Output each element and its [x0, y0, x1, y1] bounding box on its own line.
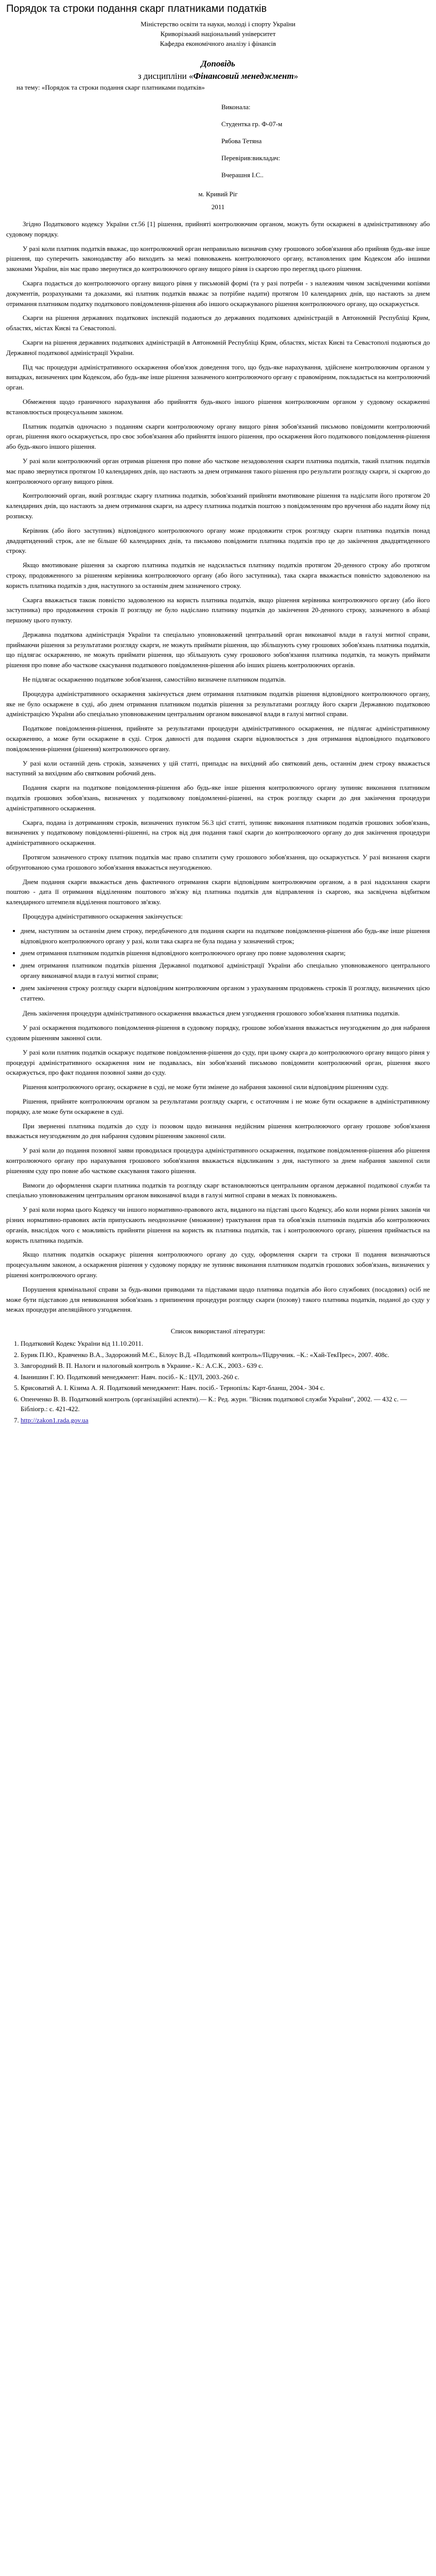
document-body: [6, 219, 430, 1315]
reference-link[interactable]: http://zakon1.rada.gov.ua: [21, 1416, 89, 1424]
paragraph: У разі оскарження податкового повідомлення-рішення в судовому порядку, грошове зобов'язання вважається неузгодженим до дня набрання судовим рішенням законної сили.: [6, 1024, 430, 1042]
paragraph: Скарга подається до контролюючого органу вищого рівня у письмовій формі (та у разі потреби - з належним чином засвідченими копіями документів, розрахунками та доказами, які платник податків вважає за потрібне надати) протягом 10 календарних днів, що настають за днем отримання платником податку податкового повідомлення-рішення або іншого оскаржуваного рішення контролюючого органу, що оскаржується.: [6, 279, 430, 308]
paragraph: Процедура адміністративного оскарження закінчується днем отримання платником податків рішення відповідного контролюючого органу, яке не було оскаржене в суді, або днем отримання платником податків рішення за результатами розгляду його скарги Державною податковою адміністрацією України або спеціально уповноваженим центральним органом виконавчої влади в галузі митної справи.: [6, 689, 430, 718]
paragraph: Контролюючий орган, який розглядає скаргу платника податків, зобов'язаний прийняти вмотивоване рішення та надіслати його протягом 20 календарних днів, що настають за днем отримання скарги, на адресу платника податків поштою з повідомленням про вручення або надати йому під розписку.: [6, 492, 430, 520]
city-year: [6, 189, 430, 212]
department-line: Кафедра економічного аналізу і фінансів: [160, 40, 276, 47]
list-item: • днем отримання платником податків рішення Державної податкової адміністрації України або спеціально уповноваженого центрального органу виконавчої влади в галузі митної справи;: [21, 960, 430, 981]
paragraph: У разі коли платник податків оскаржує податкове повідомлення-рішення до суду, при цьому скарга до контролюючого органу вищого рівня у процедурі адміністративного оскарження ним не подавалась, він зобов'язаний письмово повідомити контролюючий орган, рішення якого оскаржується, про факт подання позовної заяви до суду.: [6, 1048, 430, 1077]
paragraph: У разі коли платник податків вважає, що контролюючий орган неправильно визначив суму грошового зобов'язання або прийняв будь-яке інше рішення, що суперечить законодавству або виходить за межі повноважень контролюючого органу, встановлених цим Кодексом або іншими законами України, він має право звернутися до контролюючого органу вищого рівня із скаргою про перегляд цього рішення.: [6, 244, 430, 273]
student-name: Рябова Тетяна: [221, 137, 262, 145]
reference-item: 4. Іванишин Г. Ю. Податковий менеджмент: Навч. посіб.- К.: ЦУЛ, 2003.-260 с.: [21, 1372, 430, 1382]
paragraph: Вимоги до оформлення скарги платника податків та розгляду скарг встановлюються центральним органом державної податкової служби та спеціально уповноваженим центральним органом виконавчої влади в галузі митної справи в межах їх повноважень.: [6, 1181, 430, 1199]
reference-item: 2. Бурик П.Ю., Кравченко В.А., Задорожний М.Є., Білоус В.Д. «Податковий контроль»/Підручник. –К.: «Хай-ТекПрес», 2007. 408с.: [21, 1350, 430, 1360]
paragraph: У разі коли норма цього Кодексу чи іншого нормативно-правового акта, виданого на підставі цього Кодексу, або коли норми різних законів чи різних нормативно-правових актів припускають неоднозначне (множинне) трактування прав та обов'язків платників податків або контролюючих органів, внаслідок чого є можливість прийняти рішення на користь як платника податків, так і контролюючого органу, рішення приймається на користь платника податків.: [6, 1206, 430, 1244]
paragraph: Протягом зазначеного строку платник податків має право сплатити суму грошового зобов'язання, що оскаржується. У разі визнання скарги обґрунтованою сума грошового зобов'язання вважається неузгодженою.: [6, 853, 430, 871]
subject-name: Фінансовий менеджмент: [193, 71, 294, 81]
paragraph: Подання скарги на податкове повідомлення-рішення або будь-яке інше рішення контролюючого органу зупиняє виконання платником податків грошових зобов'язань, визначених у податковому повідомленні-рішенні, на строк розгляду скарги до дня закінчення процедури адміністративного оскарження.: [6, 784, 430, 812]
reference-item: 3. Завгородний В. П. Налоги и налоговый контроль в Украине.- К.: А.С.К., 2003.- 639 с.: [21, 1361, 430, 1371]
references-list: [6, 1338, 430, 1425]
paragraph: Скарги на рішення державних податкових адміністрацій в Автономній Республіці Крим, областях, містах Києві та Севастополі подаються до Державної податкової адміністрації України.: [6, 338, 430, 357]
paragraph: Днем подання скарги вважається день фактичного отримання скарги відповідним контролюючим органом, а в разі надсилання скарги поштою - дата її отримання відділенням поштового зв'язку від платника податків для відправлення із скаргою, яка засвідчена відбитком календарного штемпеля відділення поштового зв'язку.: [6, 877, 430, 906]
reference-item: 6. Опенченко В. В. Податковий контроль (організаційні аспекти).— К.: Ред. журн. "Вісник податкової служби України", 2002. — 432 с. — Бібліогр.: с. 421-422.: [21, 1394, 430, 1414]
reference-item: [21, 1415, 430, 1426]
reference-item: 5. Крисоватий А. І. Кізима А. Я. Податковий менеджмент: Навч. посіб.- Тернопіль: Карт-бланш, 2004.- 304 с.: [21, 1383, 430, 1393]
year: 2011: [211, 203, 225, 211]
checked-label: Перевірив:викладач:: [221, 154, 281, 162]
university-line: Криворізький національний університет: [160, 30, 276, 38]
paragraph: Порушення кримінальної справи за будь-якими приводами та підставами щодо платника податків або його службових (посадових) осіб не може бути підставою для невиконання зобов'язань з припинення процедури розгляду скарги (позову) такого платника податків, поданої до суду у межах процедури апеляційного узгодження.: [6, 1285, 430, 1314]
paragraph: Скарга вважається також повністю задоволеною на користь платника податків, якщо рішення керівника контролюючого органу (або його заступника) про продовження строків її розгляду не було надіслано платнику податків до закінчення 20-денного строку, зазначеного в абзаці першому цього пункту.: [6, 596, 430, 624]
paragraph: День закінчення процедури адміністративного оскарження вважається днем узгодження грошового зобов'язання платника податків.: [23, 1009, 400, 1018]
student-group: Студентка гр. Ф-07-м: [221, 120, 283, 128]
teacher-name: Вчерашня І.С..: [221, 171, 264, 179]
paragraph: Процедура адміністративного оскарження закінчується:: [23, 912, 183, 921]
paragraph: Якщо платник податків оскаржує рішення контролюючого органу до суду, оформлення скарги та строки її подання визначаються процесуальним законом, а оскарження рішення у судовому порядку не зупиняє виконання платником податків грошових зобов'язань, визначених у рішенні контролюючого органу.: [6, 1250, 430, 1279]
subject-suffix: »: [293, 71, 299, 81]
page-title: Порядок та строки подання скарг платниками податків: [6, 3, 267, 14]
list-item: • днем закінчення строку розгляду скарги відповідним контролюючим органом з урахуванням продовжень строків її розгляду, визначених цією статтею.: [21, 983, 430, 1004]
reference-item: 1. Податковий Кодекс України від 11.10.2011.: [21, 1338, 430, 1349]
signature-block: [221, 102, 430, 180]
paragraph: Рішення контролюючого органу, оскаржене в суді, не може бути змінене до набрання законної сили відповідним рішенням суду.: [23, 1083, 389, 1091]
paragraph: Скарга, подана із дотриманням строків, визначених пунктом 56.3 цієї статті, зупиняє виконання платником податків грошових зобов'язань, визначених у податковому повідомленні-рішенні, на строк від дня подання такої скарги до контролюючого органу до дня закінчення процедури адміністративного оскарження.: [6, 818, 430, 847]
paragraph: Платник податків одночасно з поданням скарги контролюючому органу вищого рівня зобов'язаний письмово повідомити контролюючий орган, рішення якого оскаржується, про своє зобов'язання або прийняття іншого рішення, про оскарження його податкового повідомлення-рішення або будь-якого іншого рішення.: [6, 422, 430, 451]
paragraph: Рішення, прийняте контролюючим органом за результатами розгляду скарги, є остаточним і не може бути оскаржене в адміністративному порядку, але може бути оскаржене в суді.: [6, 1097, 430, 1115]
paragraph: При зверненні платника податків до суду із позовом щодо визнання недійсним рішення контролюючого органу грошове зобов'язання вважається неузгодженим до дня набрання судовим рішенням законної сили.: [6, 1122, 430, 1140]
references-title: Список використаної літератури:: [170, 1327, 266, 1335]
document-page: [0, 3, 436, 1447]
performed-label: Виконала:: [221, 103, 251, 111]
paragraph: Під час процедури адміністративного оскарження обов'язок доведення того, що будь-яке нарахування, здійснене контролюючим органом у випадках, визначених цим Кодексом, або будь-яке інше рішення зазначеного контролюючого органу є правомірним, покладається на контролюючий орган.: [6, 363, 430, 392]
title-page-header: [6, 19, 430, 48]
paragraph: Податкове повідомлення-рішення, прийняте за результатами процедури адміністративного оскарження, не підлягає адміністративному оскарженню, а може бути оскаржене в суді. Строк давності для подання скарги відновлюється з дня отримання відповідного податкового повідомлення-рішення (рішення) контролюючого органу.: [6, 724, 430, 753]
list-item: • днем отримання платником податків рішення відповідного контролюючого органу про повне задоволення скарги;: [21, 948, 430, 958]
paragraph: У разі коли останній день строків, зазначених у цій статті, припадає на вихідний або святковий день, останнім днем строку вважається наступний за вихідним або святковим робочий день.: [6, 759, 430, 777]
procedure-end-list: [6, 926, 430, 1004]
subject-prefix: з дисципліни «: [137, 71, 194, 81]
paragraph: У разі коли до подання позовної заяви проводилася процедура адміністративного оскарження, податкове повідомлення-рішення або рішення контролюючого органу про нарахування грошового зобов'язання вважається відкликаним з дня, наступного за днем набрання законної сили рішенням суду про повне або часткове скасування такого рішення.: [6, 1146, 430, 1175]
subject-line: [6, 71, 430, 81]
paragraph: Якщо вмотивоване рішення за скаргою платника податків не надсилається платнику податків протягом 20-денного строку або протягом строку, продовженного за рішенням керівника контролюючого органу (або його заступника), така скарга вважається повністю задоволеною на користь платника податків з дня, наступного за останнім днем зазначеного строку.: [6, 561, 430, 589]
paragraph: Державна податкова адміністрація України та спеціально уповноважений центральний орган виконавчої влади в галузі митної справи, приймаючи рішення за результатами розгляду скарги, не можуть приймати рішення, що збільшують суму грошових зобов'язань платника податків, що підлягає оскарженню, не можуть приймати рішення, що збільшують суму грошового зобов'язання платника податків, та можуть приймати рішення про повне або часткове скасування податкового повідомлення-рішення або інших рішень контролюючих органів.: [6, 630, 430, 669]
list-item: • днем, наступним за останнім днем строку, передбаченого для подання скарги на податкове повідомлення-рішення або будь-яке інше рішення відповідного контролюючого органу у разі, коли така скарга не була подана у зазначений строк;: [21, 926, 430, 946]
paragraph: Згідно Податкового кодексу України ст.56 [1] рішення, прийняті контролюючим органом, можуть бути оскаржені в адміністративному або судовому порядку.: [6, 220, 430, 238]
ministry-line: Міністерство освіти та науки, молоді і спорту України: [141, 20, 295, 28]
paragraph: Не підлягає оскарженню податкове зобов'язання, самостійно визначене платником податків.: [23, 675, 286, 684]
doc-heading: Доповідь: [201, 59, 235, 69]
paragraph: Керівник (або його заступник) відповідного контролюючого органу може продовжити строк розгляду скарги платника податків понад двадцятиденний строк, але не більше 60 календарних днів, та письмово повідомити платника податків про це до закінчення двадцятиденного строку.: [6, 526, 430, 555]
paragraph: Обмеження щодо граничного нарахування або прийняття будь-якого іншого рішення контролюючим органом у судовому оскарженні встановлюється процесуальним законом.: [6, 397, 430, 416]
paragraph: У разі коли контролюючий орган отримав рішення про повне або часткове незадоволення скарги платника податків, такий платник податків має право звернутися протягом 10 календарних днів, що настають за днем отримання такого рішення про результати розгляду скарги, зі скаргою до контролюючого органу вищого рівня.: [6, 456, 430, 485]
city: м. Кривий Ріг: [198, 190, 238, 198]
topic-line: на тему: «Порядок та строки подання скарг платниками податків»: [16, 83, 205, 91]
paragraph: Скарги на рішення державних податкових інспекцій подаються до державних податкових адміністрацій в Автономній Республіці Крим, областях, містах Києві та Севастополі.: [6, 314, 430, 332]
